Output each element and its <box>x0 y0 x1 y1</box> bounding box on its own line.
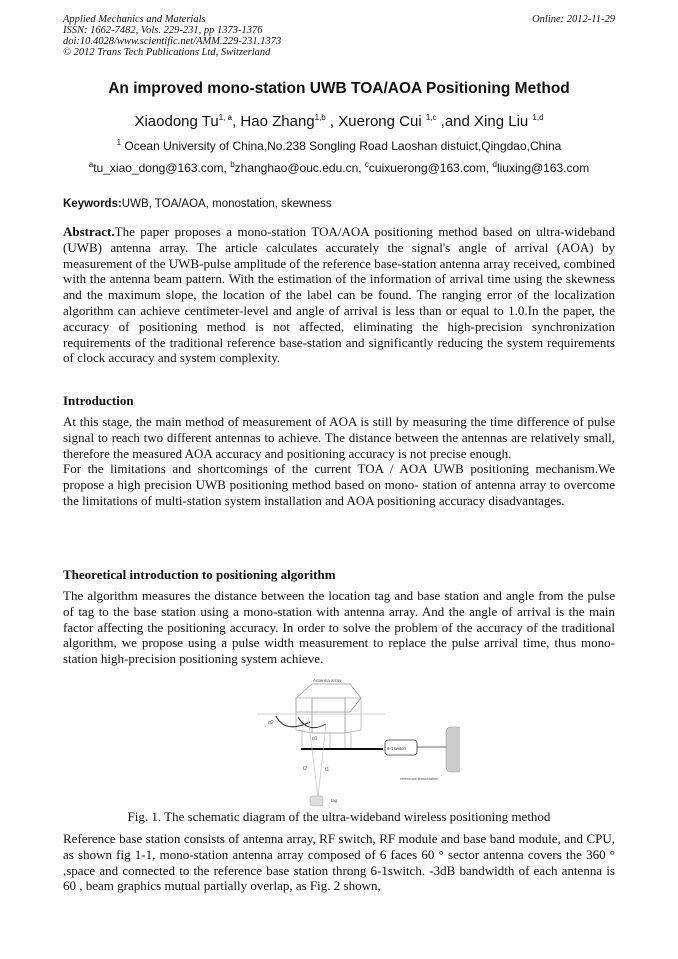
authors <box>0 113 678 130</box>
author-name: Xuerong Cui <box>338 113 426 130</box>
basestation-label: reference basestation <box>400 776 439 781</box>
keywords-label: Keywords: <box>63 198 122 210</box>
email-sup: b <box>230 160 235 169</box>
tag-label: tag <box>331 798 338 803</box>
online-date: Online: 2012-11-29 <box>532 14 615 25</box>
sep: , <box>325 113 339 130</box>
author-sup: 1,b <box>314 113 326 122</box>
aff-text: Ocean University of China,No.238 Songling Road Laoshan distuict,Qingdao,China <box>121 139 562 153</box>
keywords <box>63 198 332 210</box>
author-sup: 1,d <box>532 113 544 122</box>
uwb-diagram <box>230 672 460 807</box>
email: cuixuerong@163.com, <box>368 161 493 175</box>
abstract-text: The paper proposes a mono-station TOA/AOA positioning method based on ultra-wideband (UWB) antenna array. The article calculates accurately the signal's angle of arrival (AOA) by measurement of the UWB-pulse amplitude of the reference base-station antenna array received, combined with the antenna beam pattern. With the estimation of the information of arrival time using the skewness and the maximum slope, the location of the label can be found. The ranging error of the localization algorithm can achieve centimeter-level and angle of arrival is less than or equal to 1.0.In the paper, the accuracy of positioning method is not affected, eliminating the high-precision synchronization requirements of the traditional reference base-station and significantly reducing the system requirements of clock accuracy and system complexity. <box>63 224 615 366</box>
paper-title: An improved mono-station UWB TOA/AOA Positioning Method <box>108 80 570 97</box>
email-sup: a <box>88 160 94 169</box>
copyright: © 2012 Trans Tech Publications Ltd, Switzerland <box>63 47 271 58</box>
intro-p2: For the limitations and shortcomings of the current TOA / AOA UWB positioning mechanism.We propose a high precision UWB positioning method based on mono- station of antenna array to overcome the limitations of multi-station system installation and AOA positioning accuracy disadvantages. <box>63 461 615 508</box>
author-name: Xing Liu <box>474 113 533 130</box>
antenna-array-label: Antenna array <box>313 678 342 683</box>
theory-heading: Theoretical introduction to positioning algorithm <box>63 567 336 582</box>
alpha2-label: α2 <box>268 720 274 726</box>
doi: doi:10.4028/www.scientific.net/AMM.229-231.1373 <box>63 36 282 47</box>
author-name: Hao Zhang <box>240 113 315 130</box>
abstract-label: Abstract. <box>63 224 115 239</box>
intro-heading: Introduction <box>63 393 134 408</box>
journal-header <box>63 14 281 58</box>
figure-caption: Fig. 1. The schematic diagram of the ultra-wideband wireless positioning method <box>127 809 551 824</box>
author-sup: 1,c <box>425 113 437 122</box>
t1-label: t1 <box>325 767 330 773</box>
abstract <box>63 224 615 366</box>
t2-label: t2 <box>303 766 308 772</box>
email: liuxing@163.com <box>496 161 590 175</box>
figure-1 <box>230 672 460 807</box>
sep: , <box>232 113 241 130</box>
switch-label: 6-1switch <box>387 746 407 751</box>
email: zhanghao@ouc.edu.cn, <box>234 161 365 175</box>
intro-p1: At this stage, the main method of measurement of AOA is still by measuring the time difference of pulse signal to reach two different antennas to achieve. The distance between the antennas are relatively small, therefore the measured AOA accuracy and positioning accuracy is not precise enough. <box>63 414 615 461</box>
journal-name: Applied Mechanics and Materials <box>63 14 206 25</box>
email: tu_xiao_dong@163.com, <box>93 161 231 175</box>
theory-p1: The algorithm measures the distance between the location tag and base station and angle from the pulse of tag to the base station using a mono-station with antenna array. And the angle of arrival is the main factor affecting the positioning accuracy. In order to solve the problem of the accuracy of the traditional algorithm, we propose using a pulse width measurement to replace the pulse arrival time, thus mono-station high-precision positioning system achieve. <box>63 588 615 667</box>
author-name: Xiaodong Tu <box>134 113 219 130</box>
issn: ISSN: 1662-7482, Vols. 229-231, pp 1373-1376 <box>63 25 263 36</box>
email-sup: c <box>364 160 369 169</box>
sep: ,and <box>436 113 475 130</box>
author-sup: 1, a <box>218 113 233 122</box>
emails <box>0 160 678 175</box>
aff-sup: 1 <box>116 138 122 147</box>
email-sup: d <box>492 160 497 169</box>
intro-body <box>63 414 615 509</box>
affiliation <box>0 138 678 153</box>
alpha1-label: α1 <box>312 736 318 742</box>
final-paragraph: Reference base station consists of antenna array, RF switch, RF module and base band module, and CPU, as shown fig 1-1, mono-station antenna array composed of 6 faces 60 ° sector antenna covers the 360 ° ,space and connected to the reference base station throng 6-1switch. -3dB bandwidth of each antenna is 60 , beam graphics mutual partially overlap, as Fig. 2 shown, <box>63 831 615 894</box>
keywords-text: UWB, TOA/AOA, monostation, skewness <box>121 198 332 210</box>
